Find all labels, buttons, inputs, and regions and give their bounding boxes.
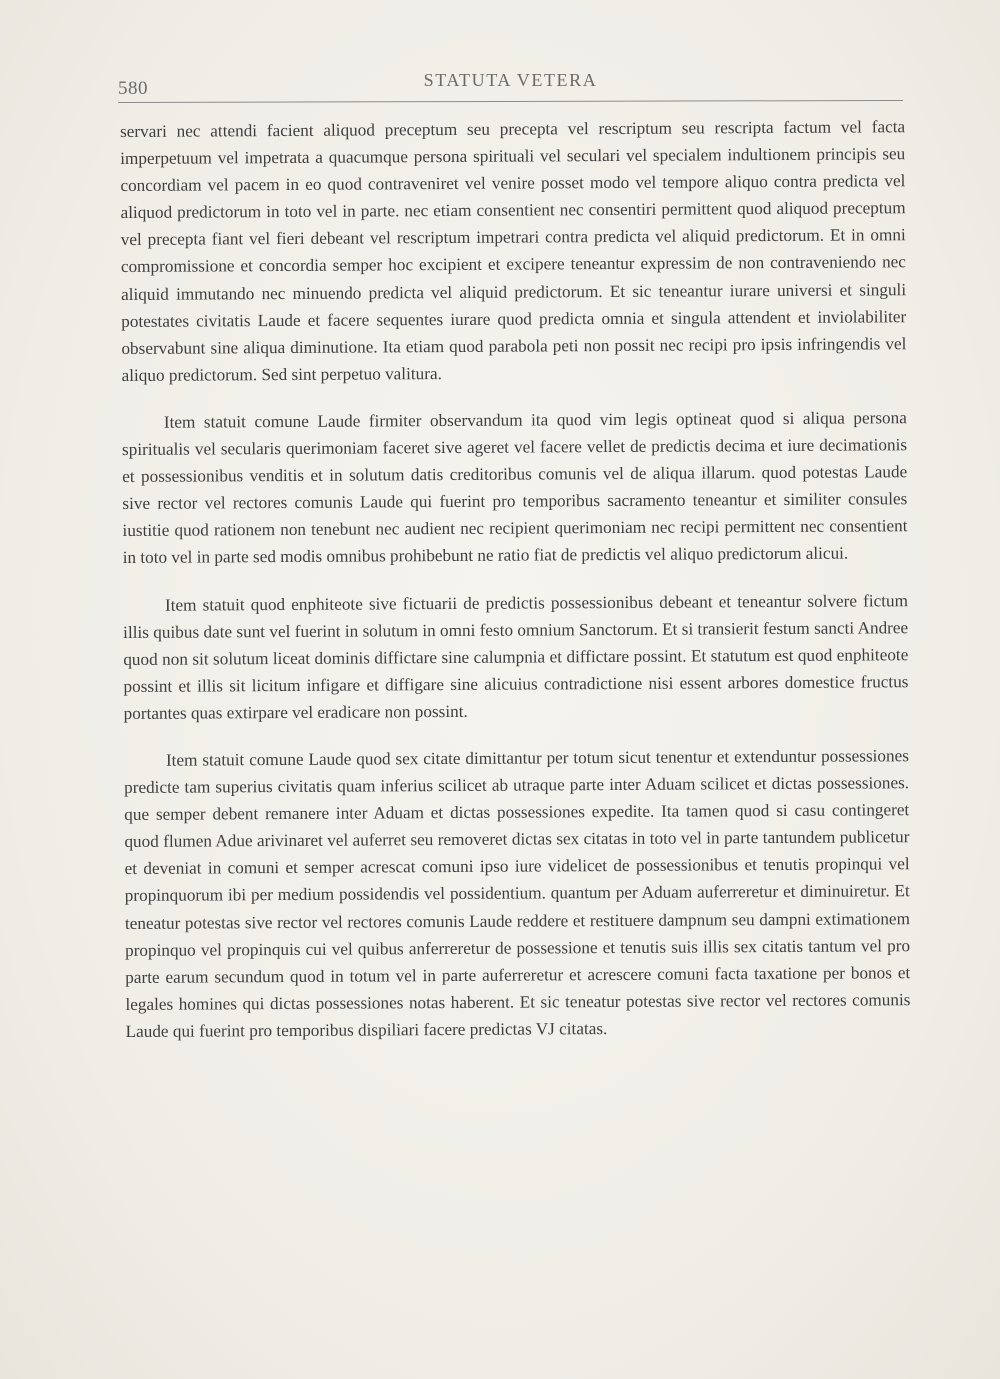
paragraph-item-enphiteote: Item statuit quod enphiteote sive fictuarii de predictis possessionibus debeant et teneantur solvere fictum illis quibus date sunt vel fuerint in solutum in omni festo omnium Sanctorum. Et si transierit festum sancti Andree quod non sit solutum liceat dominis diffictare sine calumpnia et diffictare possint. Et statutum est quod enphiteote possint et illis sit licitum infigare et diffigare sine alicuius contradictione nisi essent arbores domestice fructus portantes quas extirpare vel eradicare non possint. <box>123 590 909 723</box>
page-header <box>118 70 903 100</box>
header-rule <box>118 100 903 103</box>
paragraph-continued: servari nec attendi facient aliquod preceptum seu precepta vel rescriptum seu rescripta factum vel facta imperpetuum vel impetrata a quacumque persona spirituali vel seculari vel specialem indultionem principis seu concordiam vel pacem in eo quod contraveniret vel venire posset modo vel tempore aliquo contra predicta vel aliquod predictorum in toto vel in parte. nec etiam consentient nec consentiri permittent quod aliquod preceptum vel precepta fiant vel fieri debeant vel rescriptum impetrari contra predicta vel aliquid predictorum. Et in omni compromissione et concordia semper hoc excipient et excipere teneantur expressim de non contraveniendo nec aliquid immutando nec minuendo predicta vel aliquid predictorum. Et sic teneantur iurare universi et singuli potestates civitatis Laude et facere sequentes iurare quod predicta omnia et singula attendent et inviolabiliter observabunt sine aliqua diminutione. Ita etiam quod parabola peti non possit nec recipi pro ipsis infringendis vel aliquo predictorum. Sed sint perpetuo valitura. <box>120 117 907 385</box>
page-body <box>120 113 911 1045</box>
paragraph-item-decima: Item statuit comune Laude firmiter observandum ita quod vim legis optineat quod si aliqua persona spiritualis vel secularis querimoniam faceret sive ageret vel facere vellet de predictis decima et iure decimationis et possessionibus venditis et in solutum datis creditoribus comunis vel de aliqua illarum. quod potestas Laude sive rector vel rectores comunis Laude qui fuerint pro temporibus sacramento teneantur et similiter consules iustitie quod rationem non tenebunt nec audient nec recipient querimoniam nec recipi permittent nec consentient in toto vel in parte sed modis omnibus prohibebunt ne ratio fiat de predictis vel aliquo predictorum alicui. <box>121 408 908 568</box>
page-number: 580 <box>118 78 148 99</box>
running-title: STATUTA VETERA <box>423 70 598 90</box>
paragraph-item-citate: Item statuit comune Laude quod sex citate dimittantur per totum sicut tenentur et extenduntur possessiones predicte tam superius civitatis quam inferius scilicet ab utraque parte inter Aduam scilicet et dictas possessiones. que semper debent remanere inter Aduam et dictas possessiones expedite. Ita tamen quod si casu contingeret quod flumen Adue arivinaret vel auferret seu removeret dictas sex citatas in toto vel in parte tantundem publicetur et deveniat in comuni et semper acrescat comuni ipso iure videlicet de possessionibus et tenutis propinqui vel propinquorum ibi per medium possidendis vel possidentium. quantum per Aduam auferreretur et diminuiretur. Et teneatur potestas sive rector vel rectores comunis Laude reddere et restituere dampnum seu dampni extimationem propinquo vel propinquis cui vel quibus anferreretur de possessione et tenutis suis illis sex citatis tantum vel pro parte earum secundum quod in totum vel in parte auferreretur et acrescere comuni facta taxatione per bonos et legales homines qui dictas possessiones notas haberent. Et sic teneatur potestas sive rector vel rectores comunis Laude qui fuerint pro temporibus dispiliari facere predictas VJ citatas. <box>124 746 911 1041</box>
